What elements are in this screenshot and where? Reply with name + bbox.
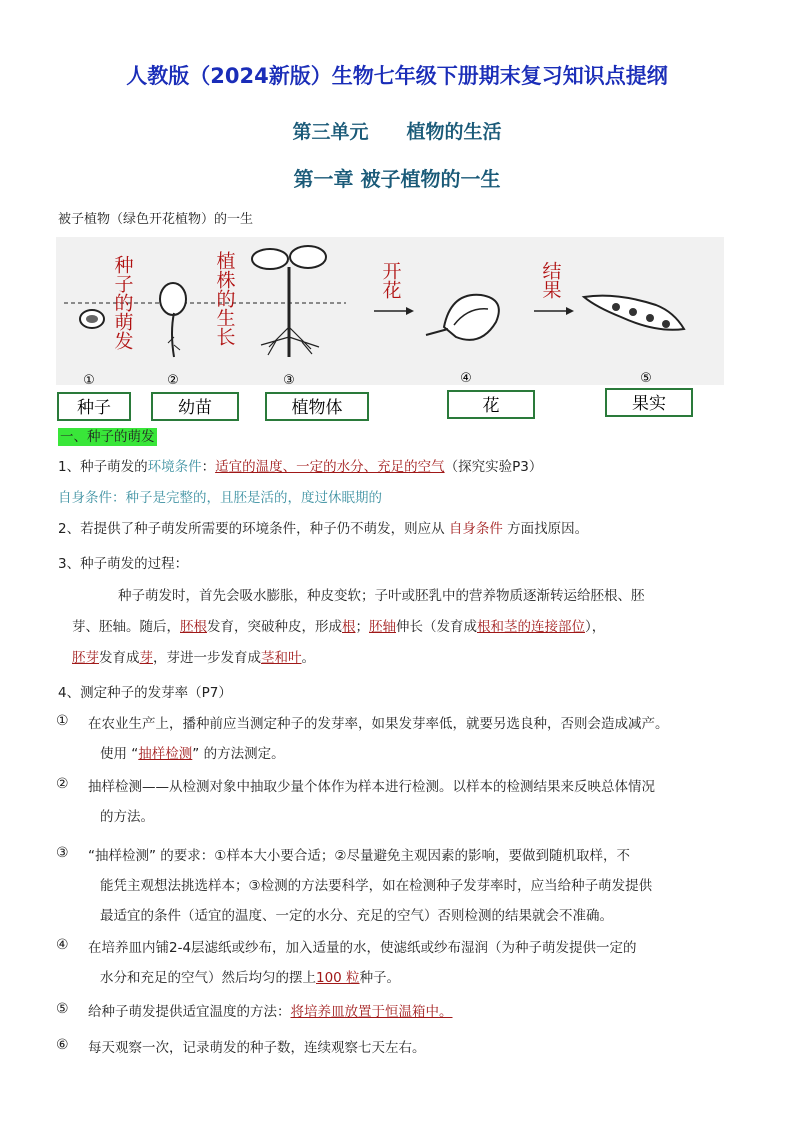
- stage-box-plant: 植物体: [291, 398, 343, 418]
- list-marker: ⑥: [56, 1037, 69, 1053]
- list-item-3: “抽样检测” 的要求：①样本大小要合适；②尽量避免主观因素的影响，要做到随机取样，不 能凭主观想法挑选样本；③检测的方法要科学，如在检测种子发芽率时，应当给种子萌发提供 最适宜的条件（适宜的温度、一定的水分、充足的空气）否则检测的结果就会不准确。: [88, 848, 653, 924]
- stage-note-growth: 植株的生长: [213, 251, 235, 346]
- plant-lifecycle-figure: [56, 237, 724, 427]
- stage-number-4: ④: [460, 371, 472, 386]
- process-line-2: 芽、胚轴。随后，胚根发育，突破种皮，形成根；胚轴伸长（发育成根和茎的连接部位），: [72, 619, 606, 635]
- document-title: 人教版（2024新版）生物七年级下册期末复习知识点提纲: [126, 64, 668, 88]
- stage-number-2: ②: [167, 373, 179, 388]
- list-marker: ①: [56, 713, 69, 729]
- unit-label: 第三单元: [292, 121, 369, 143]
- stage-box-seedling: 幼苗: [178, 398, 212, 418]
- stage-number-1: ①: [83, 373, 95, 388]
- list-marker: ⑤: [56, 1001, 69, 1017]
- list-marker: ②: [56, 776, 69, 792]
- list-marker: ③: [56, 845, 69, 861]
- self-condition: 自身条件：种子是完整的，且胚是活的，度过休眠期的: [58, 490, 382, 506]
- list-item-6: 每天观察一次，记录萌发的种子数，连续观察七天左右。: [88, 1040, 426, 1056]
- figure-intro: 被子植物（绿色开花植物）的一生: [58, 212, 254, 227]
- process-line-1: 种子萌发时，首先会吸水膨胀，种皮变软；子叶或胚乳中的营养物质逐渐转运给胚根、胚: [118, 588, 645, 604]
- section-heading-germination: 一、种子的萌发: [60, 429, 155, 445]
- list-item-2: 抽样检测——从检测对象中抽取少量个体作为样本进行检测。以样本的检测结果来反映总体情况 的方法。: [88, 779, 655, 825]
- item-2: 2、若提供了种子萌发所需要的环境条件，种子仍不萌发，则应从 自身条件 方面找原因。: [58, 521, 589, 537]
- stage-number-3: ③: [283, 373, 295, 388]
- chapter-heading: 第一章 被子植物的一生: [293, 167, 501, 191]
- unit-name: 植物的生活: [406, 121, 502, 143]
- unit-heading: [0, 117, 794, 144]
- item-3: 3、种子萌发的过程：: [58, 556, 189, 572]
- item-4: 4、测定种子的发芽率（P7）: [58, 685, 232, 701]
- stage-note-fruiting: 结果: [539, 261, 561, 299]
- stage-box-flower: 花: [482, 396, 500, 416]
- stage-box-fruit: 果实: [632, 394, 666, 414]
- stage-note-germination: 种子的萌发: [111, 255, 133, 350]
- stage-box-seed: 种子: [77, 398, 111, 418]
- stage-number-5: ⑤: [640, 371, 652, 386]
- process-line-3: 胚芽发育成芽，芽进一步发育成茎和叶。: [72, 650, 315, 666]
- list-item-4: 在培养皿内铺2-4层滤纸或纱布，加入适量的水，使滤纸或纱布湿润（为种子萌发提供一定的 水分和充足的空气）然后均匀的摆上100 粒种子。: [88, 940, 637, 986]
- list-marker: ④: [56, 937, 69, 953]
- item-1: 1、种子萌发的环境条件：适宜的温度、一定的水分、充足的空气（探究实验P3）: [58, 459, 543, 475]
- list-item-1: 在农业生产上，播种前应当测定种子的发芽率，如果发芽率低，就要另选良种，否则会造成减产。 使用 “抽样检测” 的方法测定。: [88, 716, 669, 762]
- stage-note-bloom: 开花: [379, 261, 401, 299]
- seed-drawing: [80, 310, 104, 328]
- list-item-5: 给种子萌发提供适宜温度的方法：将培养皿放置于恒温箱中。: [88, 1004, 453, 1020]
